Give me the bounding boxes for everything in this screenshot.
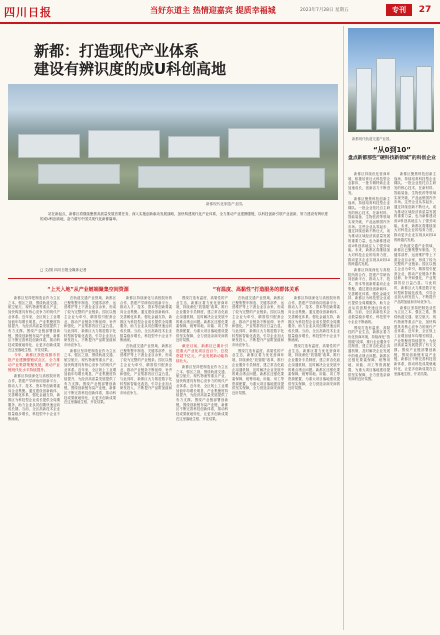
sidebar-divider bbox=[343, 26, 344, 630]
issue-date: 2023年7月28日 星期五 bbox=[300, 8, 349, 13]
body-column-2 bbox=[64, 296, 116, 630]
paragraph: 在轨道交通产业领域，新都区已聚集整车制造、关键零部件、运营维护等上下游企业百余家，形成了较为完整的产业链条。园区以链主企业为牵引，精准招引配套企业，推动产业链条不断延伸、补齐和强化，产业集群效应日益凸显。与此同时，新都区大力推进数字化转型和智能化改造，引导企业加大研发投入，不断提升产品附加值和市场竞争力。 bbox=[120, 344, 172, 396]
paragraph: 在轨道交通产业领域，新都区已聚集整车制造、关键零部件、运营维护等上下游企业百余家，形成了较为完整的产业链条。园区以链主企业为牵引，精准招引配套企业，推动产业链条不断延伸、补齐和强化，产业集群效应日益凸显。与此同时，新都区大力推进数字化转型和智能化改造，引导企业加大研发投入，不断提升产品附加值和市场竞争力。 bbox=[64, 296, 116, 348]
section-label: 专刊 bbox=[386, 4, 412, 16]
body-column-4 bbox=[176, 296, 228, 630]
sidebar-photo-caption: 新都现代轨道交通产业园。 bbox=[352, 137, 393, 141]
body-column-1 bbox=[8, 296, 60, 630]
pull-quote-1: 今年，新都区获批成都市首批产业建圈强链试点区，全力推动产业集群集聚发展，推动产业链现代化水平持续提升。 bbox=[8, 353, 60, 373]
divider-rule bbox=[8, 278, 340, 279]
editor-note: 站在新起点，新都区将继续聚焦高质量发展首要任务，深入实施创新驱动发展战略，加快构建现代化产业体系，全力推动产业建圈强链，以科技创新引领产业创新，努力建设有辨识度的成U科创高地，奋力谱写中国式现代化新都篇章。 bbox=[40, 212, 328, 222]
paragraph: 新都区持续深化与高校院所的合作，搭建产学研协同创新平台，推动人才、技术、资本等创新要素向企业集聚。通过建设创新载体、完善孵化体系、强化金融支持，新都区为科技型企业成长提供全周期服务，助力企业从初创期快速迈向成长期。当前，全区高新技术企业数量稳步增长，科技型中小企业不断涌现。 bbox=[8, 374, 60, 421]
headline-line-2: 建设有辨识度的成U科创高地 bbox=[34, 60, 227, 78]
paragraph: 新都区聚焦科技创新主战场，持续培育科技型企业梯队。一批企业依托自主研发的核心技术，在新材料、智能装备、生物医药等领域实现突破，产品远销国内外市场。这些企业从零起步，通过持续创新不断壮大，成为推动区域经济高质量发展的重要力量，也为新都建设成U科创高地注入了强劲动能。未来，新都区将继续加大对科技企业的培育力度，推动更多企业实现从0到10的跨越式发展。 bbox=[394, 172, 436, 242]
paragraph: 围绕打造有温度、高黏性的产业生态，新都区着力优化营商环境，持续深化“放管服”改革，推行企业服务专员制度，建立常态化政企沟通机制，及时解决企业发展中的难点堵点问题。新都区还强化要素保障，统筹用地、用能、用工等资源配置，为重大项目落地建设提供坚实保障，全力营造亲商安商的良好氛围。 bbox=[176, 296, 228, 343]
paragraph: 新都区坚持把制造业作为立区之本、强区之基，围绕轨道交通、航空航天、现代物流等重点产业，加快构建具有核心竞争力的现代产业体系。近年来，全区规上工业增加值年均增长明显，产业集聚度持续提升，为经济高质量发展提供了有力支撑。围绕产业链部署创新链，围绕创新链布局产业链，新都区不断完善科技创新体系，推动科技成果就地转化，让更多创新成果在这里落地生根、开花结果。 bbox=[394, 305, 436, 376]
headline-line-1: 新都：打造现代产业体系 bbox=[34, 42, 200, 60]
body-column-5 bbox=[232, 296, 284, 630]
sidebar-subheadline: 盘点新都那些“硬科技新领域”的科创企业 bbox=[348, 156, 436, 161]
paragraph: 新都区持续深化与高校院所的合作，搭建产学研协同创新平台，推动人才、技术、资本等创新要素向企业集聚。通过建设创新载体、完善孵化体系、强化金融支持，新都区为科技型企业成长提供全周期服务，助力企业从初创期快速迈向成长期。当前，全区高新技术企业数量稳步增长，科技型中小企业不断涌现。 bbox=[348, 268, 390, 324]
sidebar-column-1 bbox=[348, 172, 390, 630]
sidebar-column-2 bbox=[394, 172, 436, 630]
page-number: 27 bbox=[418, 5, 432, 15]
industrial-park-photo bbox=[8, 84, 338, 200]
paragraph: 新都区坚持把制造业作为立区之本、强区之基，围绕轨道交通、航空航天、现代物流等重点产业，加快构建具有核心竞争力的现代产业体系。近年来，全区规上工业增加值年均增长明显，产业集聚度持续提升，为经济高质量发展提供了有力支撑。围绕产业链部署创新链，围绕创新链布局产业链，新都区不断完善科技创新体系，推动科技成果就地转化，让更多创新成果在这里落地生根、开花结果。 bbox=[176, 365, 228, 421]
paragraph: 新都区持续深化与高校院所的合作，搭建产学研协同创新平台，推动人才、技术、资本等创新要素向企业集聚。通过建设创新载体、完善孵化体系、强化金融支持，新都区为科技型企业成长提供全周期服务，助力企业从初创期快速迈向成长期。当前，全区高新技术企业数量稳步增长，科技型中小企业不断涌现。 bbox=[120, 296, 172, 343]
pull-quote-2: 截至目前，新都区已累计引进重大产业化项目近百个，总投资超千亿元，产业发展新动能持续壮大。 bbox=[176, 344, 228, 364]
paragraph: 新都区坚持把制造业作为立区之本、强区之基，围绕轨道交通、航空航天、现代物流等重点产业，加快构建具有核心竞争力的现代产业体系。近年来，全区规上工业增加值年均增长明显，产业集聚度持续提升，为经济高质量发展提供了有力支撑。围绕产业链部署创新链，围绕创新链布局产业链，新都区不断完善科技创新体系，推动科技成果就地转化，让更多创新成果在这里落地生根、开花结果。 bbox=[8, 296, 60, 352]
sidebar-photo bbox=[348, 28, 434, 132]
article-headline bbox=[34, 42, 324, 78]
newspaper-logo: 四川日报 bbox=[4, 6, 52, 19]
masthead-banner: 当好东道主 热情迎嘉宾 提质幸福城 bbox=[150, 5, 276, 15]
byline: □ 文/图 四川日报全媒体记者 bbox=[40, 268, 87, 272]
body-column-6 bbox=[288, 296, 340, 630]
paragraph: 新都区持续优化营商环境，积极培育壮大科技型企业群体，一批专精特新企业加速成长，创新活力不断迸发。 bbox=[348, 172, 390, 195]
paragraph: 围绕打造有温度、高黏性的产业生态，新都区着力优化营商环境，持续深化“放管服”改革，推行企业服务专员制度，建立常态化政企沟通机制，及时解决企业发展中的难点堵点问题。新都区还强化要素保障，统筹用地、用能、用工等资源配置，为重大项目落地建设提供坚实保障，全力营造亲商安商的良好氛围。 bbox=[348, 325, 390, 382]
photo-caption: 新都现代化制造产业园。 bbox=[206, 202, 246, 206]
paragraph: 新都区持续深化与高校院所的合作，搭建产学研协同创新平台，推动人才、技术、资本等创新要素向企业集聚。通过建设创新载体、完善孵化体系、强化金融支持，新都区为科技型企业成长提供全周期服务，助力企业从初创期快速迈向成长期。当前，全区高新技术企业数量稳步增长，科技型中小企业不断涌现。 bbox=[288, 296, 340, 343]
paragraph: 围绕打造有温度、高黏性的产业生态，新都区着力优化营商环境，持续深化“放管服”改革，推行企业服务专员制度，建立常态化政企沟通机制，及时解决企业发展中的难点堵点问题。新都区还强化要素保障，统筹用地、用能、用工等资源配置，为重大项目落地建设提供坚实保障，全力营造亲商安商的良好氛围。 bbox=[232, 348, 284, 396]
subhead-1: “上天入地”从产业链端聚集空间资源 bbox=[47, 287, 129, 293]
paragraph: 在轨道交通产业领域，新都区已聚集整车制造、关键零部件、运营维护等上下游企业百余家，形成了较为完整的产业链条。园区以链主企业为牵引，精准招引配套企业，推动产业链条不断延伸、补齐和强化，产业集群效应日益凸显。与此同时，新都区大力推进数字化转型和智能化改造，引导企业加大研发投入，不断提升产品附加值和市场竞争力。 bbox=[394, 243, 436, 304]
paragraph: 围绕打造有温度、高黏性的产业生态，新都区着力优化营商环境，持续深化“放管服”改革，推行企业服务专员制度，建立常态化政企沟通机制，及时解决企业发展中的难点堵点问题。新都区还强化要素保障，统筹用地、用能、用工等资源配置，为重大项目落地建设提供坚实保障，全力营造亲商安商的良好氛围。 bbox=[288, 344, 340, 391]
subhead-2: “有温度、高黏性”打造服务的群体关系 bbox=[212, 287, 300, 293]
paragraph: 新都区聚焦科技创新主战场，持续培育科技型企业梯队。一批企业依托自主研发的核心技术，在新材料、智能装备、生物医药等领域实现突破，产品远销国内外市场。这些企业从零起步，通过持续创新不断壮大，成为推动区域经济高质量发展的重要力量，也为新都建设成U科创高地注入了强劲动能。未来，新都区将继续加大对科技企业的培育力度，推动更多企业实现从0到10的跨越式发展。 bbox=[348, 196, 390, 267]
body-column-3 bbox=[120, 296, 172, 630]
paragraph: 在轨道交通产业领域，新都区已聚集整车制造、关键零部件、运营维护等上下游企业百余家，形成了较为完整的产业链条。园区以链主企业为牵引，精准招引配套企业，推动产业链条不断延伸、补齐和强化，产业集群效应日益凸显。与此同时，新都区大力推进数字化转型和智能化改造，引导企业加大研发投入，不断提升产品附加值和市场竞争力。 bbox=[232, 296, 284, 348]
paragraph: 新都区坚持把制造业作为立区之本、强区之基，围绕轨道交通、航空航天、现代物流等重点产业，加快构建具有核心竞争力的现代产业体系。近年来，全区规上工业增加值年均增长明显，产业集聚度持续提升，为经济高质量发展提供了有力支撑。围绕产业链部署创新链，围绕创新链布局产业链，新都区不断完善科技创新体系，推动科技成果就地转化，让更多创新成果在这里落地生根、开花结果。 bbox=[64, 348, 116, 405]
sidebar-headline: “从0到10” bbox=[373, 146, 411, 154]
